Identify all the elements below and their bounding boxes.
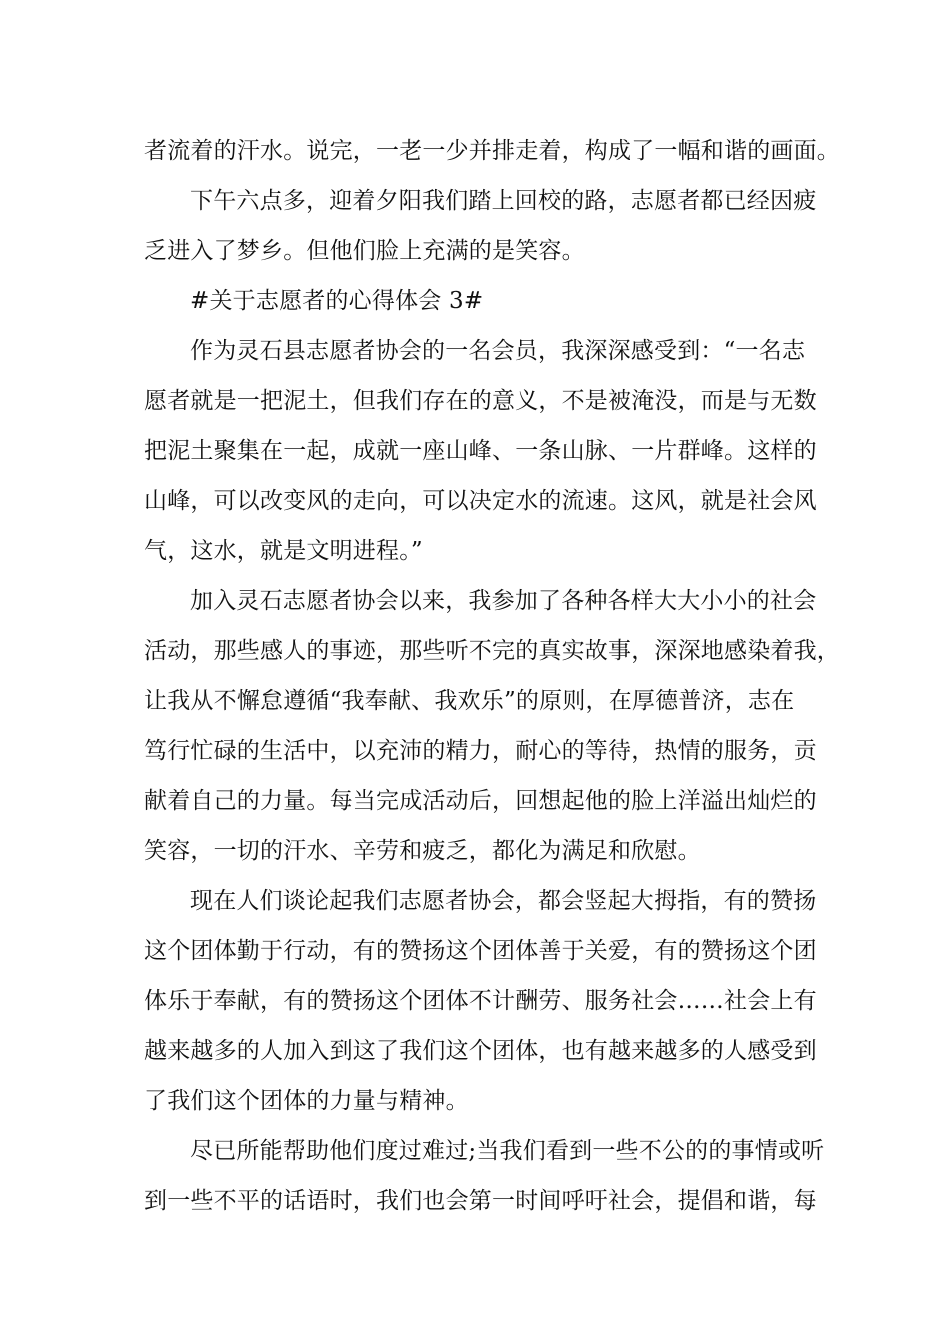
text-line: 活动，那些感人的事迹，那些听不完的真实故事，深深地感染着我， (144, 638, 840, 664)
text-line: 山峰，可以改变风的走向，可以决定水的流速。这风，就是社会风 (144, 488, 817, 514)
text-line: 加入灵石志愿者协会以来，我参加了各种各样大大小小的社会 (190, 588, 817, 614)
text-line: 笃行忙碌的生活中，以充沛的精力，耐心的等待，热情的服务，贡 (144, 738, 817, 764)
text-line: 让我从不懈怠遵循“我奉献、我欢乐”的原则，在厚德普济，志在 (144, 688, 795, 714)
text-line: 作为灵石县志愿者协会的一名会员，我深深感受到：“一名志 (190, 338, 806, 364)
text-line: 越来越多的人加入到这了我们这个团体，也有越来越多的人感受到 (144, 1038, 817, 1064)
section-heading: #关于志愿者的心得体会 3# (190, 288, 484, 314)
text-line: 到一些不平的话语时，我们也会第一时间呼吁社会，提倡和谐，每 (144, 1188, 817, 1214)
text-line: 献着自己的力量。每当完成活动后，回想起他的脸上洋溢出灿烂的 (144, 788, 817, 814)
text-line: 笑容，一切的汗水、辛劳和疲乏，都化为满足和欣慰。 (144, 838, 701, 864)
text-line: 下午六点多，迎着夕阳我们踏上回校的路，志愿者都已经因疲 (190, 188, 817, 214)
text-line: 了我们这个团体的力量与精神。 (144, 1088, 469, 1114)
text-line: 者流着的汗水。说完，一老一少并排走着，构成了一幅和谐的画面。 (144, 138, 840, 164)
text-line: 现在人们谈论起我们志愿者协会，都会竖起大拇指，有的赞扬 (190, 888, 817, 914)
text-line: 尽已所能帮助他们度过难过;当我们看到一些不公的的事情或听 (190, 1138, 825, 1164)
text-line: 愿者就是一把泥土，但我们存在的意义，不是被淹没，而是与无数 (144, 388, 817, 414)
text-line: 把泥土聚集在一起，成就一座山峰、一条山脉、一片群峰。这样的 (144, 438, 817, 464)
text-line: 这个团体勤于行动，有的赞扬这个团体善于关爱，有的赞扬这个团 (144, 938, 817, 964)
text-line: 乏进入了梦乡。但他们脸上充满的是笑容。 (144, 238, 585, 264)
text-line: 气，这水，就是文明进程。” (144, 538, 423, 564)
text-line: 体乐于奉献，有的赞扬这个团体不计酬劳、服务社会……社会上有 (144, 988, 817, 1014)
